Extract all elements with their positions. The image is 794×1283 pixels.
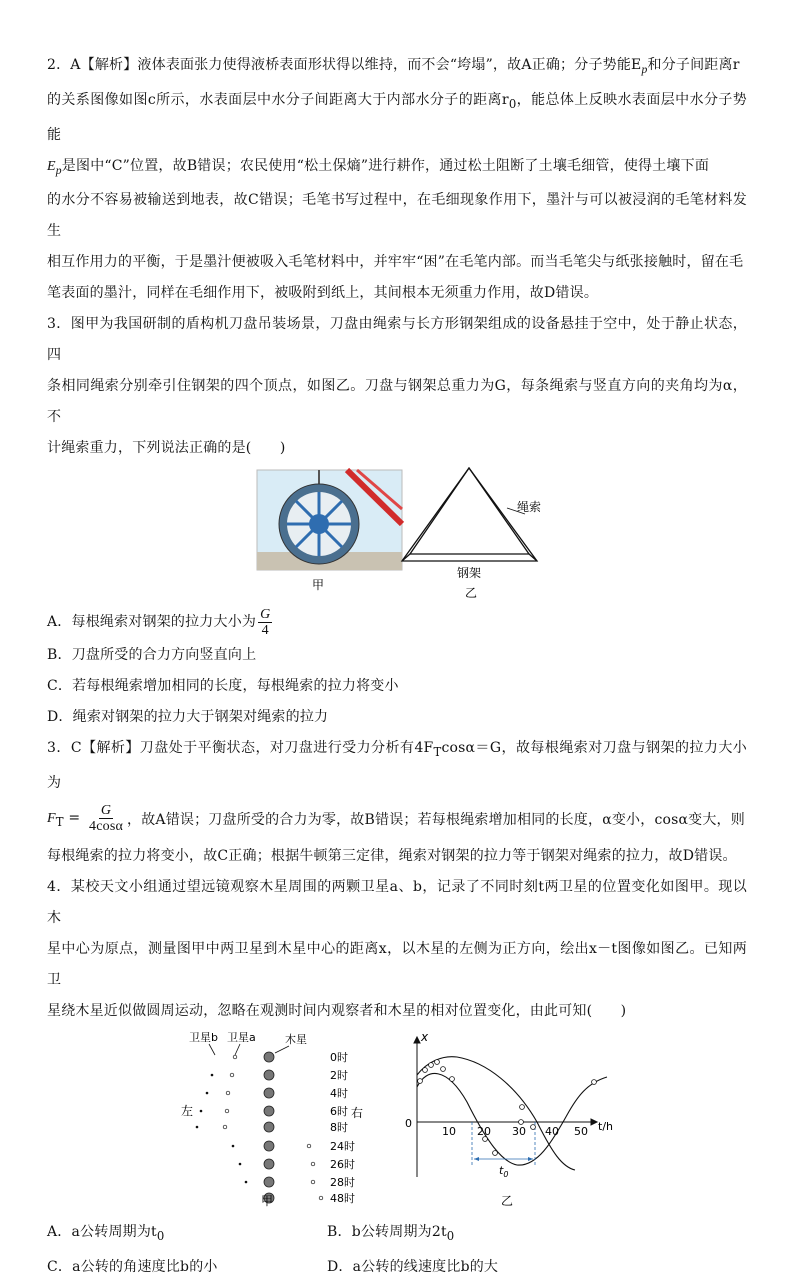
satellite-a-dot — [223, 1125, 227, 1129]
jupiter-mark — [264, 1141, 274, 1151]
tick-20: 20 — [477, 1124, 491, 1138]
axis-x-label: t/h — [598, 1119, 613, 1133]
satellite-b-dot — [200, 1110, 203, 1113]
pyramid-frame-diagram — [402, 468, 537, 561]
fig-yi-caption-q4: 乙 — [501, 1193, 514, 1208]
satellite-b-dot — [196, 1126, 199, 1129]
satellite-dots — [196, 1055, 323, 1200]
jupiter-mark — [264, 1159, 274, 1169]
q4-options-row-2 — [47, 1252, 747, 1283]
fig-jia-caption-q4: 甲 — [261, 1193, 274, 1208]
tick-30: 30 — [512, 1124, 526, 1138]
label-jupiter: 木星 — [285, 1032, 307, 1046]
q4-option-a[interactable]: A．a公转周期为$t_0$ — [47, 1223, 165, 1243]
xt-graph — [414, 1037, 607, 1177]
satellite-a-dot — [225, 1109, 229, 1113]
fig-yi-caption: 乙 — [465, 586, 478, 601]
q3-answer-line-1: 3．C【解析】刀盘处于平衡状态，对刀盘进行受力分析有$4F_T\cos\alpha=G$，故每根绳索对刀盘与钢架的拉力大小为 — [47, 740, 747, 792]
q2-answer-line-5: 相互作用力的平衡，于是墨汁便被吸入毛笔材料中，并牢牢“困”在毛笔内部。而当毛笔尖与纸张接触时，留在毛 — [47, 254, 744, 271]
label-satellite-a: 卫星a — [227, 1030, 256, 1044]
label-satellite-b: 卫星b — [189, 1030, 218, 1044]
jupiter-mark — [264, 1177, 274, 1187]
satellite-a-dot — [233, 1055, 237, 1059]
time-label: 24时 — [330, 1139, 355, 1153]
q3-answer-line-2: $F_T$ = $\frac{G}{4\cos\alpha}$ ，故A错误；刀盘所受的合力为零，故B错误；若每根绳索增加相同的长度，α变小，cosα变大，则 — [47, 802, 745, 834]
page-content — [47, 50, 747, 1283]
jupiter-mark — [264, 1088, 274, 1098]
satellite-b-dot — [211, 1074, 214, 1077]
q4-option-d[interactable]: D．a公转的线速度比b的大 — [327, 1258, 499, 1275]
satellite-b-dot — [232, 1145, 235, 1148]
q3-figure-svg — [47, 464, 747, 604]
q4-stem-line-1: 4．某校天文小组通过望远镜观察木星周围的两颗卫星a、b，记录了不同时刻t两卫星的位置变化如图甲。现以木 — [47, 878, 747, 926]
q4-stem-line-2: 星中心为原点，测量图甲中两卫星到木星中心的距离x，以木星的左侧为正方向，绘出x－t图像如图乙。已知两卫 — [47, 940, 747, 988]
satellite-a-dot — [311, 1162, 315, 1166]
q2-answer-line-2: 的关系图像如图c所示，水表面层中水分子间距离大于内部水分子的距离$r_0$，能总体上反映水表面层中水分子势能 — [47, 91, 747, 143]
q2-answer-line-1: 2．A【解析】液体表面张力使得液桥表面形状得以维持，而不会“垮塌”，故A正确；分子势能$E_p$和分子间距离r — [47, 57, 740, 76]
satellite-a-dot — [311, 1180, 315, 1184]
axis-y-label: x — [421, 1029, 429, 1044]
curve-b — [417, 1073, 607, 1165]
satellite-b-dot — [239, 1163, 242, 1166]
tick-40: 40 — [545, 1124, 559, 1138]
rope-label: 绳索 — [517, 500, 542, 515]
q3-option-c[interactable]: C．若每根绳索增加相同的长度，每根绳索的拉力将变小 — [47, 678, 399, 695]
q3-answer-line-3: 每根绳索的拉力将变小，故C正确；根据牛顿第三定律，绳索对钢架的拉力等于钢架对绳索的拉力，故D错误。 — [47, 847, 737, 864]
time-labels — [330, 1050, 355, 1205]
time-label: 2时 — [330, 1068, 348, 1082]
q4-option-b[interactable]: B．b公转周期为$2t_0$ — [327, 1223, 455, 1243]
time-label: 8时 — [330, 1120, 348, 1134]
q3-stem-line-2: 条相同绳索分别牵引住钢架的四个顶点，如图乙。刀盘与钢架总重力为G，每条绳索与竖直方向的夹角均为α，不 — [47, 378, 747, 426]
q3-stem-line-3: 计绳索重力，下列说法正确的是( ) — [47, 440, 286, 457]
jupiter-column — [264, 1052, 274, 1203]
time-label: 28时 — [330, 1175, 355, 1189]
time-label: 48时 — [330, 1191, 355, 1205]
label-left: 左 — [181, 1103, 194, 1118]
q3-option-d[interactable]: D．绳索对钢架的拉力大于钢架对绳索的拉力 — [47, 709, 329, 726]
q4-option-c[interactable]: C．a公转的角速度比b的小 — [47, 1258, 218, 1275]
q4-stem-line-3: 星绕木星近似做圆周运动，忽略在观测时间内观察者和木星的相对位置变化，由此可知( ) — [47, 1002, 627, 1019]
satellite-b-dot — [245, 1181, 248, 1184]
tick-50: 50 — [574, 1124, 588, 1138]
q2-answer-line-3: $E_p$是图中“C”位置，故B错误；农民使用“松土保熵”进行耕作，通过松土阻断了土壤毛细管，使得土壤下面 — [47, 157, 710, 177]
q3-option-a[interactable]: A．每根绳索对钢架的拉力大小为 $\frac{G}{4}$ — [47, 606, 271, 638]
q3-stem-line-1: 3．图甲为我国研制的盾构机刀盘吊装场景，刀盘由绳索与长方形钢架组成的设备悬挂于空中，处于静止状态，四 — [47, 316, 747, 364]
q4-options-row-1 — [47, 1217, 747, 1252]
jupiter-mark — [264, 1122, 274, 1132]
jupiter-mark — [264, 1052, 274, 1062]
jupiter-mark — [264, 1106, 274, 1116]
q2-answer-line-6: 笔表面的墨汁，同样在毛细作用下，被吸附到纸上，其间根本无须重力作用，故D错误。 — [47, 285, 599, 302]
axis-origin: 0 — [405, 1116, 412, 1130]
xt-graph-points — [418, 1060, 597, 1156]
satellite-b-dot — [206, 1092, 209, 1095]
jupiter-mark — [264, 1070, 274, 1080]
time-label: 26时 — [330, 1157, 355, 1171]
frame-label: 钢架 — [457, 566, 482, 581]
label-right: 右 — [351, 1105, 364, 1120]
q3-option-b[interactable]: B．刀盘所受的合力方向竖直向上 — [47, 647, 257, 664]
satellite-a-dot — [230, 1073, 234, 1077]
time-label: 6时 — [330, 1104, 348, 1118]
cutterhead-photo — [257, 470, 402, 570]
tick-10: 10 — [442, 1124, 456, 1138]
time-label: 4时 — [330, 1086, 348, 1100]
satellite-a-dot — [307, 1144, 311, 1148]
satellite-a-dot — [319, 1196, 323, 1200]
q3-figures — [47, 464, 747, 604]
satellite-a-dot — [226, 1091, 230, 1095]
q2-answer-line-4: 的水分不容易被输送到地表，故C错误；毛笔书写过程中，在毛细现象作用下，墨汁与可以被浸润的毛笔材料发生 — [47, 192, 747, 240]
time-label: 0时 — [330, 1050, 348, 1064]
fig-jia-caption: 甲 — [312, 578, 325, 593]
t0-label: $t_0$ — [499, 1163, 509, 1179]
